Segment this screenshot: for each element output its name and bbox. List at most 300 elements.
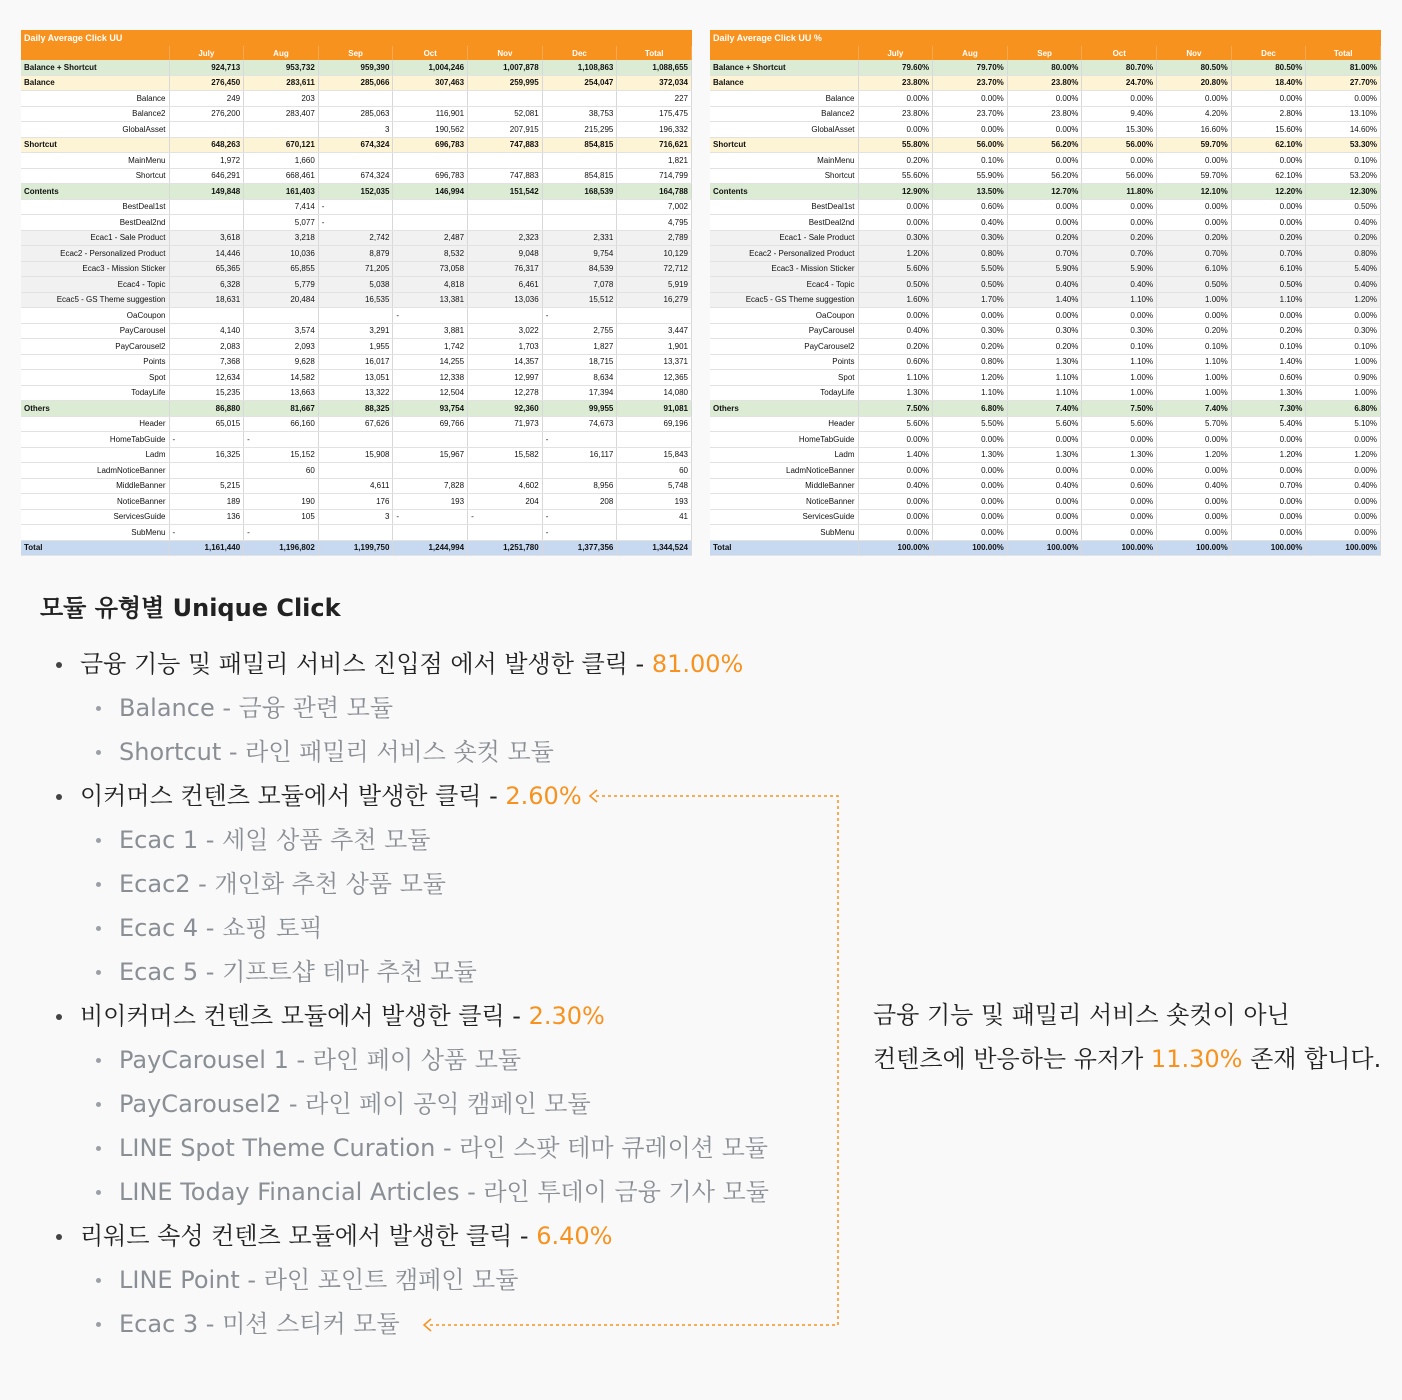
cell-value: 0.00% — [1157, 215, 1232, 231]
cell-value: 14,080 — [617, 385, 692, 401]
cell-value: 14,446 — [169, 246, 244, 262]
cell-value: 1.20% — [858, 246, 933, 262]
cell-value: 23.80% — [1007, 106, 1082, 122]
cell-value: 55.60% — [858, 168, 933, 184]
connector-dashed-line — [430, 796, 838, 1325]
cell-value: 18.40% — [1231, 75, 1306, 91]
cell-value: 648,263 — [169, 137, 244, 153]
cell-value: 1,955 — [318, 339, 393, 355]
bullet-text: Ecac 3 - 미션 스티커 모듈 — [119, 1310, 400, 1338]
cell-value: 668,461 — [244, 168, 319, 184]
cell-value: 0.00% — [1157, 153, 1232, 169]
column-header: Sep — [1007, 46, 1082, 60]
cell-value: 15,152 — [244, 447, 319, 463]
cell-value: 100.00% — [1306, 540, 1381, 556]
cell-value: 14,582 — [244, 370, 319, 386]
cell-value: 953,732 — [244, 60, 319, 75]
cell-value: 0.20% — [933, 339, 1008, 355]
cell-value: 854,815 — [542, 168, 617, 184]
cell-value: 2,487 — [393, 230, 468, 246]
side-note-percent: 11.30% — [1150, 1045, 1243, 1073]
cell-value: 14,357 — [468, 354, 543, 370]
cell-value: 0.70% — [1231, 478, 1306, 494]
cell-value: 56.00% — [1082, 168, 1157, 184]
cell-value: 0.70% — [1082, 246, 1157, 262]
cell-value: 1,004,246 — [393, 60, 468, 75]
row-label: Total — [710, 540, 858, 556]
cell-value: 0.00% — [1231, 215, 1306, 231]
cell-value: 6,328 — [169, 277, 244, 293]
cell-value: 747,883 — [468, 168, 543, 184]
cell-value: 0.20% — [1157, 230, 1232, 246]
cell-value: 0.00% — [1306, 91, 1381, 107]
cell-value: 0.00% — [1157, 199, 1232, 215]
cell-value: 0.00% — [1007, 153, 1082, 169]
cell-value: 0.00% — [933, 525, 1008, 541]
cell-value: 1,161,440 — [169, 540, 244, 556]
row-label: Ecac1 - Sale Product — [21, 230, 169, 246]
cell-value: 12.30% — [1306, 184, 1381, 200]
cell-value: 7,078 — [542, 277, 617, 293]
cell-value: 0.40% — [1082, 277, 1157, 293]
cell-value: - — [468, 509, 543, 525]
row-label: Ecac3 - Mission Sticker — [710, 261, 858, 277]
cell-value: 0.60% — [858, 354, 933, 370]
row-label: Ecac3 - Mission Sticker — [21, 261, 169, 277]
cell-value: 9,628 — [244, 354, 319, 370]
cell-value: 0.50% — [1306, 199, 1381, 215]
cell-value: 0.60% — [1082, 478, 1157, 494]
cell-value: - — [169, 525, 244, 541]
cell-value: 0.20% — [858, 339, 933, 355]
cell-value: 0.30% — [933, 230, 1008, 246]
cell-value: 4,818 — [393, 277, 468, 293]
cell-value: 3,291 — [318, 323, 393, 339]
cell-value: 0.00% — [1157, 494, 1232, 510]
cell-value: 0.40% — [858, 478, 933, 494]
bullet-percent: 6.40% — [536, 1222, 613, 1250]
cell-value: 100.00% — [1007, 540, 1082, 556]
cell-value: 1.00% — [1157, 292, 1232, 308]
row-label: Ecac2 - Personalized Product — [21, 246, 169, 262]
cell-value: 0.00% — [1007, 91, 1082, 107]
cell-value: 0.00% — [933, 122, 1008, 138]
cell-value: 696,783 — [393, 137, 468, 153]
cell-value: 71,205 — [318, 261, 393, 277]
cell-value: 4.20% — [1157, 106, 1232, 122]
cell-value: 15,967 — [393, 447, 468, 463]
row-label: Ladm — [710, 447, 858, 463]
cell-value: 5,748 — [617, 478, 692, 494]
row-label: TodayLife — [21, 385, 169, 401]
cell-value: 196,332 — [617, 122, 692, 138]
cell-value: 41 — [617, 509, 692, 525]
row-label: Balance — [21, 91, 169, 107]
cell-value: 0.10% — [1082, 339, 1157, 355]
cell-value: 3,574 — [244, 323, 319, 339]
cell-value: 12.10% — [1157, 184, 1232, 200]
row-label: BestDeal1st — [710, 199, 858, 215]
cell-value: 0.00% — [1007, 463, 1082, 479]
cell-value: 0.00% — [858, 509, 933, 525]
row-label: Spot — [21, 370, 169, 386]
bullet-text: 비이커머스 컨텐츠 모듈에서 발생한 클릭 - — [80, 1002, 529, 1030]
cell-value: 0.00% — [858, 215, 933, 231]
cell-value: 0.00% — [1157, 91, 1232, 107]
row-label: Contents — [710, 184, 858, 200]
cell-value: 0.00% — [1231, 91, 1306, 107]
cell-value: 0.00% — [1231, 463, 1306, 479]
row-label: LadmNoticeBanner — [21, 463, 169, 479]
column-header: Nov — [468, 46, 543, 60]
cell-value: 13,663 — [244, 385, 319, 401]
cell-value: 4,795 — [617, 215, 692, 231]
cell-value: 0.00% — [1007, 525, 1082, 541]
cell-value: 0.00% — [858, 463, 933, 479]
cell-value: 1.10% — [933, 385, 1008, 401]
cell-value: 20,484 — [244, 292, 319, 308]
cell-value: 0.00% — [1306, 432, 1381, 448]
cell-value: 959,390 — [318, 60, 393, 75]
cell-value: 1.20% — [1306, 447, 1381, 463]
cell-value: 15.60% — [1231, 122, 1306, 138]
cell-value: - — [393, 308, 468, 324]
cell-value: 0.00% — [1231, 525, 1306, 541]
cell-value: 674,324 — [318, 168, 393, 184]
cell-value: - — [318, 215, 393, 231]
cell-value: 1.20% — [933, 370, 1008, 386]
cell-value: - — [393, 509, 468, 525]
cell-value: 4,611 — [318, 478, 393, 494]
cell-value: 0.30% — [1007, 323, 1082, 339]
cell-value: 5,779 — [244, 277, 319, 293]
cell-value: 15.30% — [1082, 122, 1157, 138]
cell-value: 86,880 — [169, 401, 244, 417]
cell-value: 12,997 — [468, 370, 543, 386]
cell-value: 1.10% — [1007, 370, 1082, 386]
cell-value: 59.70% — [1157, 137, 1232, 153]
cell-value: 12,504 — [393, 385, 468, 401]
cell-value: 7,002 — [617, 199, 692, 215]
cell-value: 16.60% — [1157, 122, 1232, 138]
cell-value: 0.20% — [1007, 339, 1082, 355]
cell-value: 227 — [617, 91, 692, 107]
table-title: Daily Average Click UU — [21, 30, 692, 46]
cell-value: 4,602 — [468, 478, 543, 494]
row-label: Spot — [710, 370, 858, 386]
bullet-text: Balance - 금융 관련 모듈 — [119, 694, 393, 722]
cell-value: 88,325 — [318, 401, 393, 417]
cell-value: 3,618 — [169, 230, 244, 246]
column-header: Dec — [542, 46, 617, 60]
cell-value: 1,972 — [169, 153, 244, 169]
cell-value: 13.50% — [933, 184, 1008, 200]
cell-value: 14,255 — [393, 354, 468, 370]
cell-value: 9,754 — [542, 246, 617, 262]
cell-value: 136 — [169, 509, 244, 525]
cell-value: 8,956 — [542, 478, 617, 494]
cell-value: 23.70% — [933, 106, 1008, 122]
row-label: Balance2 — [710, 106, 858, 122]
cell-value: 23.70% — [933, 75, 1008, 91]
cell-value: 0.50% — [858, 277, 933, 293]
cell-value: 716,621 — [617, 137, 692, 153]
cell-value: 5.50% — [933, 261, 1008, 277]
bullet-text: Ecac 1 - 세일 상품 추천 모듈 — [119, 826, 431, 854]
cell-value: 0.70% — [1157, 246, 1232, 262]
cell-value: - — [244, 432, 319, 448]
cell-value: 1.20% — [1306, 292, 1381, 308]
cell-value: 190,562 — [393, 122, 468, 138]
cell-value: 168,539 — [542, 184, 617, 200]
cell-value: 1,703 — [468, 339, 543, 355]
row-label: MainMenu — [21, 153, 169, 169]
cell-value: 6.10% — [1157, 261, 1232, 277]
cell-value: 0.00% — [1082, 509, 1157, 525]
row-label: Balance — [21, 75, 169, 91]
cell-value: 10,129 — [617, 246, 692, 262]
cell-value: 100.00% — [1231, 540, 1306, 556]
cell-value: 1,901 — [617, 339, 692, 355]
cell-value: 5,919 — [617, 277, 692, 293]
cell-value: 1,007,878 — [468, 60, 543, 75]
row-label: GlobalAsset — [21, 122, 169, 138]
cell-value: 0.00% — [1007, 215, 1082, 231]
cell-value: 0.30% — [1082, 323, 1157, 339]
cell-value: 190 — [244, 494, 319, 510]
cell-value: 285,063 — [318, 106, 393, 122]
cell-value: 670,121 — [244, 137, 319, 153]
cell-value: 1,344,524 — [617, 540, 692, 556]
cell-value: 1.00% — [1306, 354, 1381, 370]
cell-value: 100.00% — [858, 540, 933, 556]
row-label: Contents — [21, 184, 169, 200]
cell-value: 13,371 — [617, 354, 692, 370]
cell-value: 3,447 — [617, 323, 692, 339]
cell-value: 0.00% — [1157, 463, 1232, 479]
cell-value: 15,512 — [542, 292, 617, 308]
cell-value: 203 — [244, 91, 319, 107]
cell-value: 1.40% — [1007, 292, 1082, 308]
cell-value: 1,088,655 — [617, 60, 692, 75]
cell-value: 0.00% — [1231, 432, 1306, 448]
cell-value: 1,196,802 — [244, 540, 319, 556]
cell-value: 0.30% — [1306, 323, 1381, 339]
cell-value: 0.80% — [1306, 246, 1381, 262]
cell-value: 23.80% — [858, 75, 933, 91]
cell-value: 5.60% — [1007, 416, 1082, 432]
cell-value: 5.60% — [858, 261, 933, 277]
cell-value: 0.00% — [933, 509, 1008, 525]
cell-value: 76,317 — [468, 261, 543, 277]
cell-value: 92,360 — [468, 401, 543, 417]
side-note-line2-pre: 컨텐츠에 반응하는 유저가 — [873, 1045, 1151, 1073]
cell-value: 7.30% — [1231, 401, 1306, 417]
row-label: LadmNoticeBanner — [710, 463, 858, 479]
bullet-text: Shortcut - 라인 패밀리 서비스 숏컷 모듈 — [119, 738, 554, 766]
cell-value: 105 — [244, 509, 319, 525]
cell-value: 5,077 — [244, 215, 319, 231]
row-label: Balance + Shortcut — [21, 60, 169, 75]
cell-value: 0.00% — [1082, 494, 1157, 510]
cell-value: 0.40% — [1306, 277, 1381, 293]
cell-value: 0.00% — [858, 122, 933, 138]
cell-value: 80.70% — [1082, 60, 1157, 75]
cell-value: 152,035 — [318, 184, 393, 200]
cell-value: 151,542 — [468, 184, 543, 200]
cell-value: 13.10% — [1306, 106, 1381, 122]
cell-value: 0.00% — [1231, 509, 1306, 525]
cell-value: 0.50% — [933, 277, 1008, 293]
cell-value: 10,036 — [244, 246, 319, 262]
row-label: HomeTabGuide — [710, 432, 858, 448]
cell-value: 0.30% — [858, 230, 933, 246]
cell-value: 55.90% — [933, 168, 1008, 184]
cell-value: 60 — [244, 463, 319, 479]
cell-value: 7.40% — [1007, 401, 1082, 417]
cell-value: 2,755 — [542, 323, 617, 339]
bullet-percent: 2.30% — [528, 1002, 605, 1030]
cell-value: 1.70% — [933, 292, 1008, 308]
cell-value: - — [318, 199, 393, 215]
cell-value: 7.40% — [1157, 401, 1232, 417]
cell-value: 2,083 — [169, 339, 244, 355]
cell-value: 1.10% — [1007, 385, 1082, 401]
cell-value: 0.50% — [1231, 277, 1306, 293]
cell-value: 164,788 — [617, 184, 692, 200]
cell-value: 0.00% — [1157, 525, 1232, 541]
row-label: NoticeBanner — [710, 494, 858, 510]
cell-value: 14.60% — [1306, 122, 1381, 138]
cell-value: 0.00% — [1082, 463, 1157, 479]
cell-value: 0.40% — [1157, 478, 1232, 494]
cell-value: 0.00% — [1306, 509, 1381, 525]
row-label: Total — [21, 540, 169, 556]
row-label: Shortcut — [710, 168, 858, 184]
cell-value: 1.30% — [858, 385, 933, 401]
cell-value: 259,995 — [468, 75, 543, 91]
cell-value: 5.90% — [1082, 261, 1157, 277]
cell-value: 0.00% — [1007, 494, 1082, 510]
cell-value: 207,915 — [468, 122, 543, 138]
cell-value: 8,532 — [393, 246, 468, 262]
cell-value: 0.20% — [1231, 230, 1306, 246]
cell-value: 67,626 — [318, 416, 393, 432]
cell-value: 16,117 — [542, 447, 617, 463]
cell-value: 23.80% — [858, 106, 933, 122]
bullet-text: PayCarousel 1 - 라인 페이 상품 모듈 — [119, 1046, 522, 1074]
cell-value: 1.10% — [858, 370, 933, 386]
row-label: Ladm — [21, 447, 169, 463]
cell-value: 249 — [169, 91, 244, 107]
cell-value: 53.20% — [1306, 168, 1381, 184]
cell-value: 0.50% — [1157, 277, 1232, 293]
column-header: Sep — [318, 46, 393, 60]
row-label: NoticeBanner — [21, 494, 169, 510]
cell-value: 56.20% — [1007, 137, 1082, 153]
cell-value: - — [542, 509, 617, 525]
cell-value: 0.90% — [1306, 370, 1381, 386]
cell-value: 13,036 — [468, 292, 543, 308]
cell-value: 5.60% — [858, 416, 933, 432]
cell-value: 15,843 — [617, 447, 692, 463]
cell-value: 0.00% — [1231, 199, 1306, 215]
cell-value: 189 — [169, 494, 244, 510]
cell-value: 15,235 — [169, 385, 244, 401]
cell-value: 254,047 — [542, 75, 617, 91]
cell-value: 3,022 — [468, 323, 543, 339]
cell-value: 215,295 — [542, 122, 617, 138]
cell-value: 55.80% — [858, 137, 933, 153]
row-label: OaCoupon — [710, 308, 858, 324]
cell-value: 5.10% — [1306, 416, 1381, 432]
cell-value: - — [542, 525, 617, 541]
row-label: MiddleBanner — [21, 478, 169, 494]
cell-value: 0.00% — [1082, 153, 1157, 169]
column-header: Oct — [393, 46, 468, 60]
cell-value: 7,414 — [244, 199, 319, 215]
cell-value: 0.10% — [1306, 339, 1381, 355]
cell-value: 372,034 — [617, 75, 692, 91]
side-note-line1-text: 금융 기능 및 패밀리 서비스 숏컷이 아닌 — [873, 1001, 1290, 1029]
cell-value: 20.80% — [1157, 75, 1232, 91]
cell-value: 276,450 — [169, 75, 244, 91]
row-label: BestDeal2nd — [710, 215, 858, 231]
cell-value: 0.70% — [1007, 246, 1082, 262]
cell-value: 0.00% — [858, 525, 933, 541]
cell-value: 7.50% — [1082, 401, 1157, 417]
cell-value: 0.20% — [1306, 230, 1381, 246]
cell-value: 27.70% — [1306, 75, 1381, 91]
cell-value: 0.40% — [1306, 478, 1381, 494]
cell-value: 12,278 — [468, 385, 543, 401]
cell-value: 854,815 — [542, 137, 617, 153]
row-label: SubMenu — [21, 525, 169, 541]
cell-value: 0.00% — [1007, 199, 1082, 215]
column-header: Aug — [933, 46, 1008, 60]
cell-value: 646,291 — [169, 168, 244, 184]
row-label: Ecac4 - Topic — [710, 277, 858, 293]
cell-value: 0.10% — [1231, 339, 1306, 355]
cell-value: 81,667 — [244, 401, 319, 417]
cell-value: 66,160 — [244, 416, 319, 432]
cell-value: 0.80% — [933, 246, 1008, 262]
column-header: Total — [617, 46, 692, 60]
cell-value: 62.10% — [1231, 137, 1306, 153]
cell-value: 8,879 — [318, 246, 393, 262]
row-label: Ecac1 - Sale Product — [710, 230, 858, 246]
cell-value: 15,908 — [318, 447, 393, 463]
cell-value: 0.00% — [858, 432, 933, 448]
cell-value: 53.30% — [1306, 137, 1381, 153]
cell-value: 13,381 — [393, 292, 468, 308]
cell-value: 193 — [617, 494, 692, 510]
cell-value: 0.10% — [1306, 153, 1381, 169]
cell-value: 24.70% — [1082, 75, 1157, 91]
cell-value: 13,322 — [318, 385, 393, 401]
cell-value: 69,196 — [617, 416, 692, 432]
bullet-text: Ecac 4 - 쇼핑 토픽 — [119, 914, 323, 942]
cell-value: 1,742 — [393, 339, 468, 355]
cell-value: 0.40% — [1306, 215, 1381, 231]
cell-value: 146,994 — [393, 184, 468, 200]
cell-value: 0.00% — [1157, 432, 1232, 448]
cell-value: 1.20% — [1157, 447, 1232, 463]
cell-value: 81.00% — [1306, 60, 1381, 75]
bullet-text: LINE Spot Theme Curation - 라인 스팟 테마 큐레이션 모듈 — [119, 1134, 768, 1162]
cell-value: 12,634 — [169, 370, 244, 386]
cell-value: 2.80% — [1231, 106, 1306, 122]
